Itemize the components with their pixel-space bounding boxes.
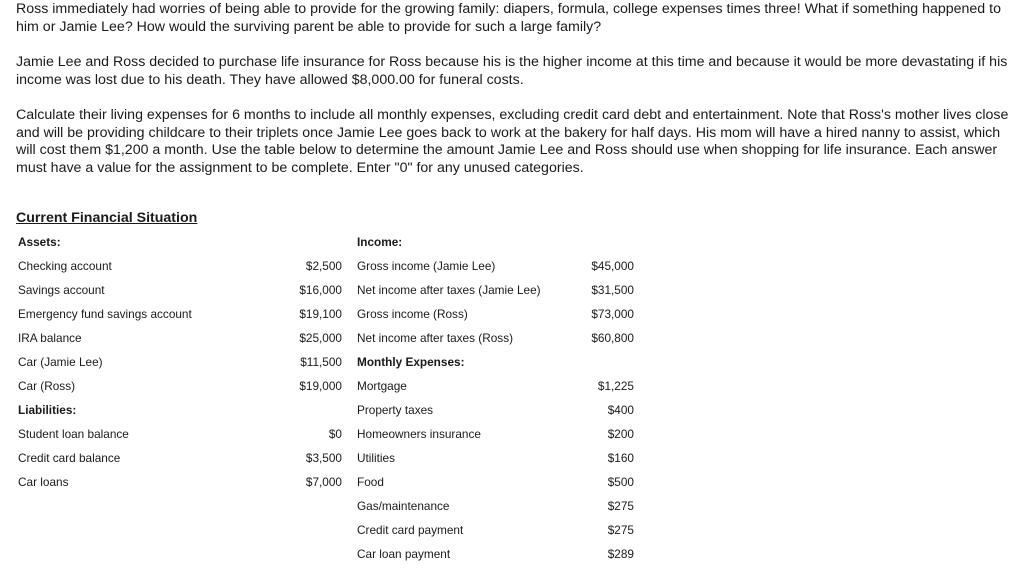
asset-label: Savings account — [18, 283, 105, 297]
expense-label: Food — [357, 475, 384, 489]
expense-label: Utilities — [357, 451, 396, 465]
expense-label: Credit card payment — [357, 523, 464, 537]
intro-paragraph: Ross immediately had worries of being able to provide for the growing family: diapers, formula, college expenses times three! What if something happened to him or Jamie Lee? How would the surviving parent be able to provide for such a large family? — [16, 1, 1001, 35]
asset-label: Emergency fund savings account — [18, 307, 192, 321]
monthly-expenses-header: Monthly Expenses: — [357, 355, 465, 369]
income-value: $60,800 — [591, 331, 634, 345]
asset-value: $16,000 — [299, 283, 342, 297]
asset-label: IRA balance — [18, 331, 82, 345]
asset-value: $19,000 — [299, 379, 342, 393]
insurance-paragraph: Jamie Lee and Ross decided to purchase life insurance for Ross because his is the higher income at this time and because it would be more devastating if his income was lost due to his death. They have allowed $8,000.00 for funeral costs. — [16, 54, 1008, 88]
income-value: $45,000 — [591, 259, 634, 273]
liability-value: $7,000 — [305, 475, 342, 489]
income-label: Gross income (Jamie Lee) — [357, 259, 496, 273]
expense-value: $200 — [607, 427, 634, 441]
expense-value: $289 — [607, 547, 634, 561]
expense-value: $160 — [607, 451, 634, 465]
liability-label: Student loan balance — [18, 427, 129, 441]
income-value: $31,500 — [591, 283, 634, 297]
asset-value: $11,500 — [300, 355, 342, 369]
income-value: $73,000 — [591, 307, 634, 321]
income-header: Income: — [357, 235, 403, 249]
expense-label: Homeowners insurance — [357, 427, 481, 441]
asset-label: Checking account — [18, 259, 112, 273]
expense-value: $275 — [607, 523, 634, 537]
section-title: Current Financial Situation — [16, 210, 198, 226]
asset-value: $19,100 — [299, 307, 342, 321]
liabilities-header: Liabilities: — [18, 403, 77, 417]
expense-label: Gas/maintenance — [357, 499, 450, 513]
expense-value: $400 — [607, 403, 634, 417]
expense-value: $1,225 — [597, 379, 634, 393]
income-label: Net income after taxes (Ross) — [357, 331, 514, 345]
income-label: Gross income (Ross) — [357, 307, 468, 321]
expense-label: Mortgage — [357, 379, 407, 393]
liability-value: $0 — [328, 427, 342, 441]
income-label: Net income after taxes (Jamie Lee) — [357, 283, 541, 297]
expense-label: Car loan payment — [357, 547, 451, 561]
asset-value: $25,000 — [299, 331, 342, 345]
liability-label: Car loans — [18, 475, 69, 489]
expense-label: Property taxes — [357, 403, 434, 417]
asset-label: Car (Jamie Lee) — [18, 355, 103, 369]
expense-value: $275 — [607, 499, 634, 513]
liability-value: $3,500 — [305, 451, 342, 465]
asset-value: $2,500 — [305, 259, 342, 273]
instructions-paragraph: Calculate their living expenses for 6 months to include all monthly expenses, excluding credit card debt and entertainment. Note that Ross's mother lives close and will be providing childcare to their triplets once Jamie Lee goes back to work at the bakery for half days. His mom will have a hired nanny to assist, which will cost them $1,200 a month. Use the table below to determine the amount Jamie Lee and Ross should use when shopping for life insurance. Each answer must have a value for the assignment to be complete. Enter "0" for any unused categories. — [16, 107, 1009, 176]
expense-value: $500 — [607, 475, 634, 489]
liability-label: Credit card balance — [18, 451, 121, 465]
asset-label: Car (Ross) — [18, 379, 76, 393]
assets-header: Assets: — [18, 235, 61, 249]
